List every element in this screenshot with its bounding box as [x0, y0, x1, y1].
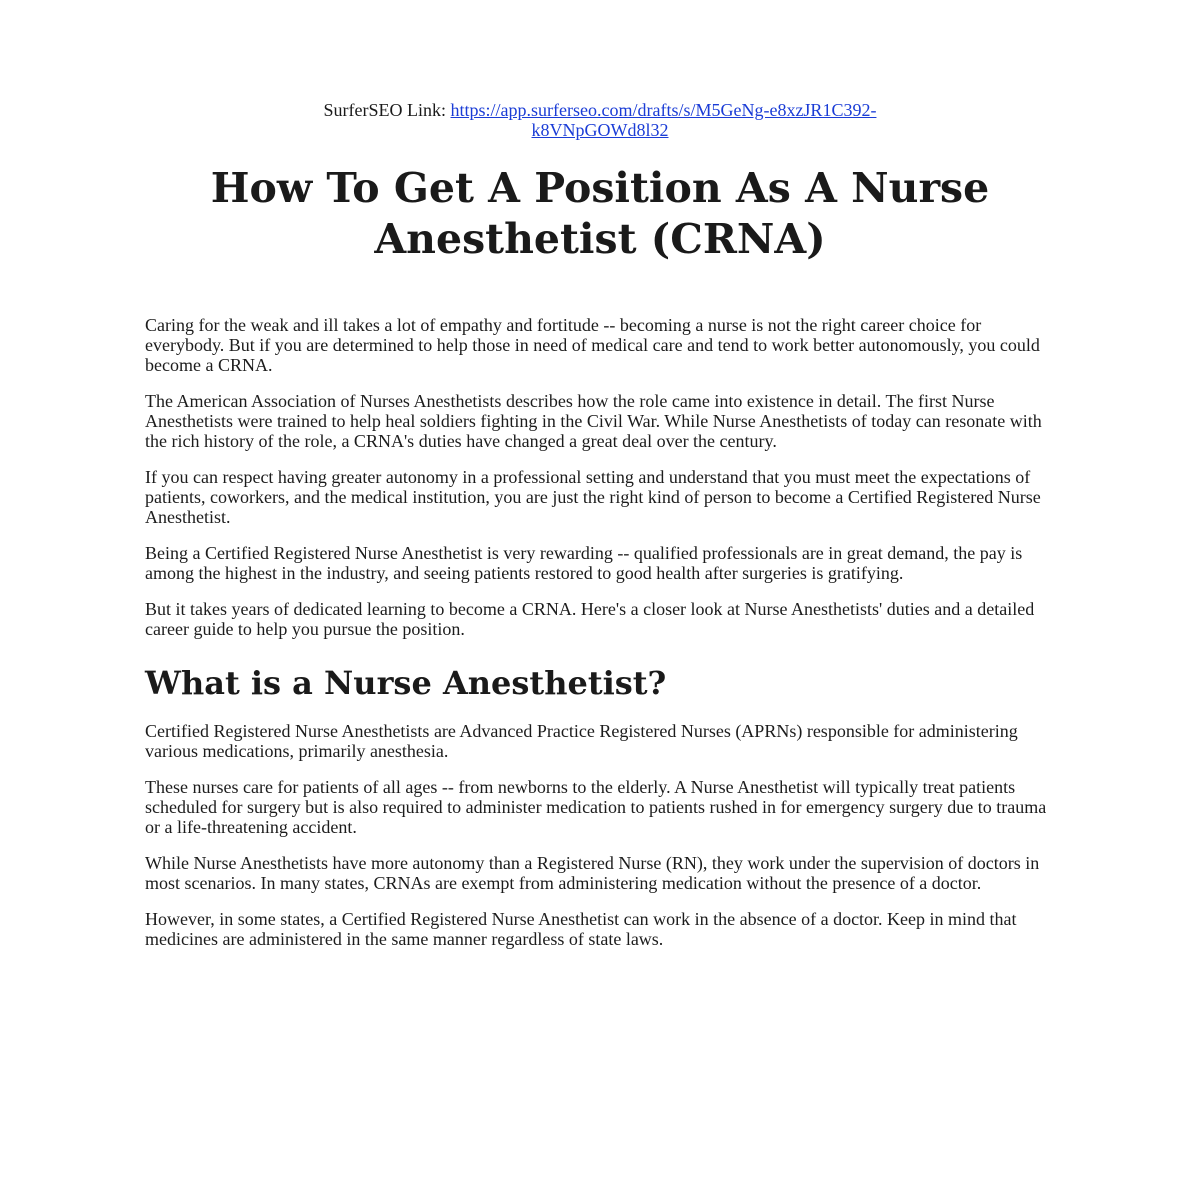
section-paragraph: However, in some states, a Certified Registered Nurse Anesthetist can work in the absence of a doctor. Keep in mind that medicines are administered in the same manner regardless of state laws. [145, 909, 1017, 949]
article-body [145, 315, 1060, 965]
section-paragraph: While Nurse Anesthetists have more autonomy than a Registered Nurse (RN), they work under the supervision of doctors in most scenarios. In many states, CRNAs are exempt from administering medication without the presence of a doctor. [145, 853, 1040, 893]
surferseo-link[interactable] [451, 100, 877, 140]
intro-paragraph: The American Association of Nurses Anesthetists describes how the role came into existence in detail. The first Nurse Anesthetists were trained to help heal soldiers fighting in the Civil War. While Nurse Anesthetists of today can resonate with the rich history of the role, a CRNA's duties have changed a great deal over the century. [145, 391, 1042, 451]
intro-paragraph: Caring for the weak and ill takes a lot of empathy and fortitude -- becoming a nurse is not the right career choice for everybody. But if you are determined to help those in need of medical care and tend to work better autonomously, you could become a CRNA. [145, 315, 1040, 375]
page-title [100, 163, 1100, 265]
intro-paragraph: But it takes years of dedicated learning to become a CRNA. Here's a closer look at Nurse Anesthetists' duties and a detailed career guide to help you pursue the position. [145, 599, 1035, 639]
intro-paragraph: If you can respect having greater autonomy in a professional setting and understand that you must meet the expectations of patients, coworkers, and the medical institution, you are just the right kind of person to become a Certified Registered Nurse Anesthetist. [145, 467, 1041, 527]
link-label: SurferSEO Link: [323, 100, 451, 120]
surferseo-link-text-line2: k8VNpGOWd8l32 [531, 120, 669, 140]
intro-paragraph: Being a Certified Registered Nurse Anesthetist is very rewarding -- qualified professionals are in great demand, the pay is among the highest in the industry, and seeing patients restored to good health after surgeries is gratifying. [145, 543, 1023, 583]
section-paragraph: Certified Registered Nurse Anesthetists are Advanced Practice Registered Nurses (APRNs) responsible for administering various medications, primarily anesthesia. [145, 721, 1018, 761]
surferseo-link-line [200, 100, 1000, 140]
section-heading: What is a Nurse Anesthetist? [145, 664, 667, 702]
page-title-line1: How To Get A Position As A Nurse [210, 164, 990, 212]
page-title-line2: Anesthetist (CRNA) [374, 215, 826, 263]
section-paragraph: These nurses care for patients of all ages -- from newborns to the elderly. A Nurse Anesthetist will typically treat patients scheduled for surgery but is also required to administer medication to patients rushed in for emergency surgery due to trauma or a life-threatening accident. [145, 777, 1047, 837]
surferseo-link-text-line1: https://app.surferseo.com/drafts/s/M5GeNg-e8xzJR1C392- [450, 100, 877, 120]
